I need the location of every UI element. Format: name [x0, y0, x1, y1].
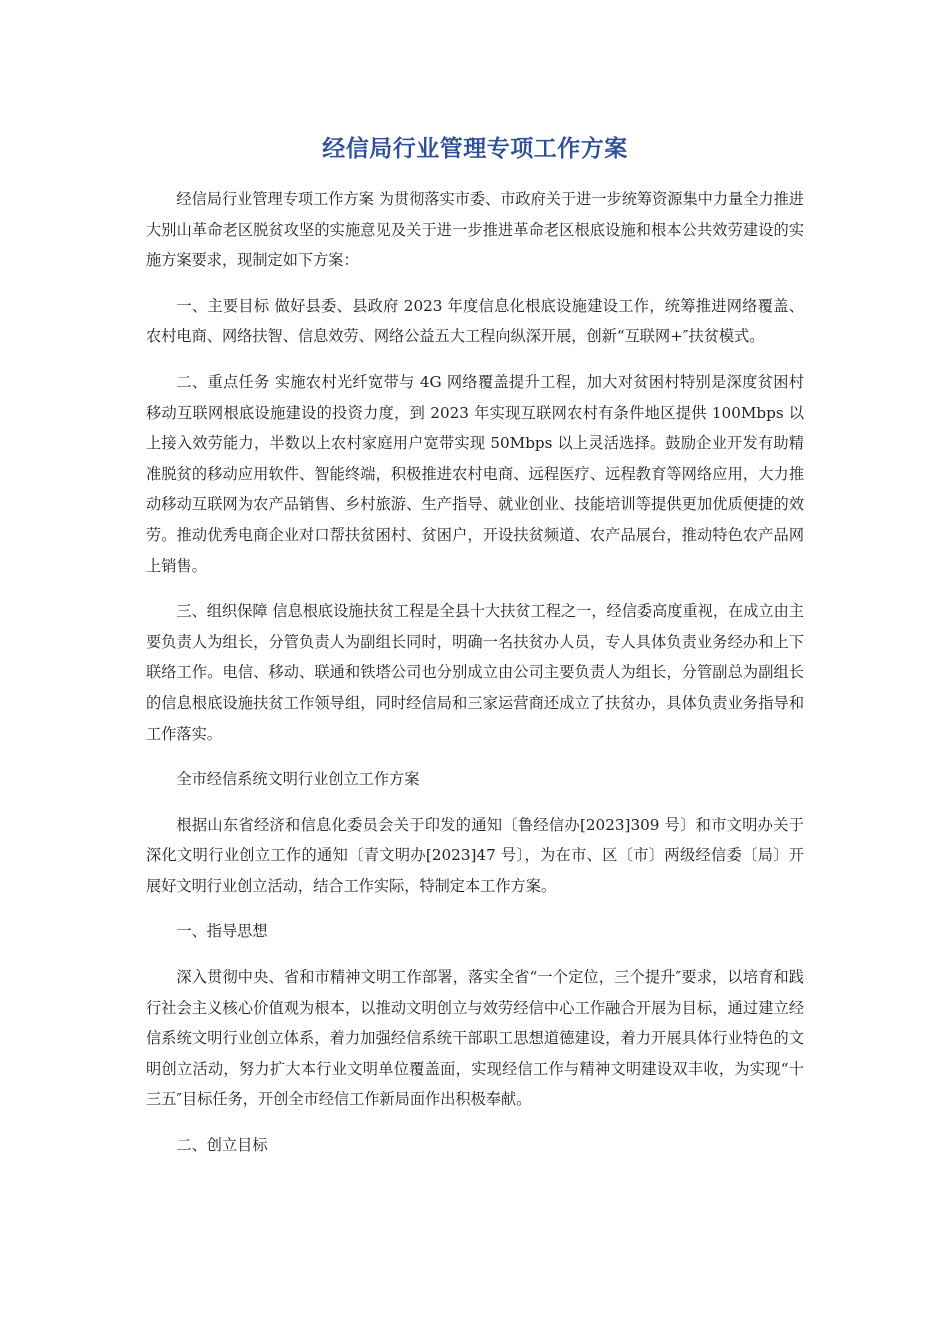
paragraph-main-goals: 一、主要目标 做好县委、县政府 2023 年度信息化根底设施建设工作，统筹推进网络覆盖、农村电商、网络扶智、信息效劳、网络公益五大工程向纵深开展，创新“互联网+″扶贫模式。: [146, 296, 804, 346]
document-title: 经信局行业管理专项工作方案: [322, 136, 628, 162]
paragraph-organization: 三、组织保障 信息根底设施扶贫工程是全县十大扶贫工程之一，经信委高度重视，在成立由主要负责人为组长，分管负责人为副组长同时，明确一名扶贫办人员，专人具体负责业务经办和上下联络工作。电信、移动、联通和铁塔公司也分别成立由公司主要负责人为组长，分管副总为副组长的信息根底设施扶贫工作领导组，同时经信局和三家运营商还成立了扶贫办，具体负责业务指导和工作落实。: [146, 602, 804, 743]
paragraph-intro: 经信局行业管理专项工作方案 为贯彻落实市委、市政府关于进一步统筹资源集中力量全力推进大别山革命老区脱贫攻坚的实施意见及关于进一步推进革命老区根底设施和根本公共效劳建设的实施方案要求，现制定如下方案：: [146, 190, 804, 270]
paragraph-key-tasks: 二、重点任务 实施农村光纤宽带与 4G 网络覆盖提升工程，加大对贫困村特别是深度贫困村移动互联网根底设施建设的投资力度，到 2023 年实现互联网农村有条件地区提供 100Mbps 以上接入效劳能力，半数以上农村家庭用户宽带实现 50Mbps 以上灵活选择。鼓励企业开发有助精准脱贫的移动应用软件、智能终端，积极推进农村电商、远程医疗、远程教育等网络应用，大力推动移动互联网为农产品销售、乡村旅游、生产指导、就业创业、技能培训等提供更加优质便捷的效劳。推动优秀电商企业对口帮扶贫困村、贫困户，开设扶贫频道、农产品展台，推动特色农产品网上销售。: [146, 372, 804, 575]
paragraph-goals-heading: 二、创立目标: [176, 1136, 268, 1155]
paragraph-guiding-heading: 一、指导思想: [176, 922, 268, 941]
document-body: [146, 184, 804, 1176]
paragraph-guiding-thought: 深入贯彻中央、省和市精神文明工作部署，落实全省“一个定位，三个提升″要求，以培育和践行社会主义核心价值观为根本，以推动文明创立与效劳经信中心工作融合开展为目标，通过建立经信系统文明行业创立体系，着力加强经信系统干部职工思想道德建设，着力开展具体行业特色的文明创立活动，努力扩大本行业文明单位覆盖面，实现经信工作与精神文明建设双丰收，为实现“十三五″目标任务，开创全市经信工作新局面作出积极奉献。: [146, 968, 804, 1109]
paragraph-second-plan-heading: 全市经信系统文明行业创立工作方案: [176, 770, 420, 789]
paragraph-basis: 根据山东省经济和信息化委员会关于印发的通知〔鲁经信办[2023]309 号〕和市文明办关于深化文明行业创立工作的通知〔青文明办[2023]47 号〕，为在市、区〔市〕两级经信委〔局〕开展好文明行业创立活动，结合工作实际，特制定本工作方案。: [146, 815, 804, 895]
